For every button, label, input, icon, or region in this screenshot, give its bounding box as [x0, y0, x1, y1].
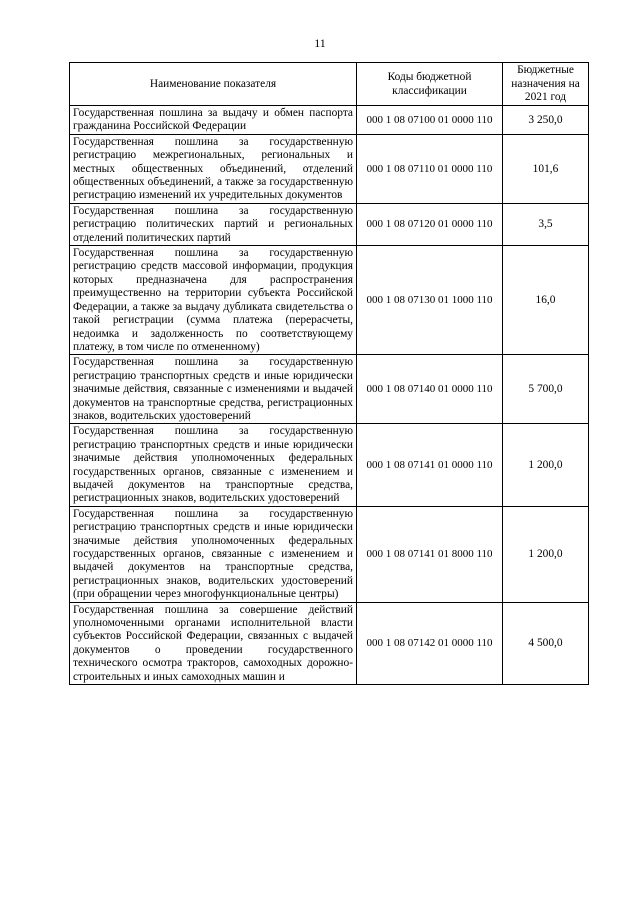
- row-amount: 3 250,0: [503, 106, 589, 135]
- table-row: [70, 355, 589, 424]
- row-name: Государственная пошлина за совершение действий уполномоченными органами исполнительной власти субъектов Российской Федерации, связанных с выдачей документов о проведении государственного технического осмотра тракторов, самоходных дорожно-строительных и иных самоходных машин и: [70, 602, 357, 684]
- row-code: 000 1 08 07141 01 8000 110: [357, 506, 503, 602]
- row-amount: 101,6: [503, 134, 589, 203]
- row-amount: 16,0: [503, 246, 589, 355]
- row-name: Государственная пошлина за государственную регистрацию средств массовой информации, продукция которых предназначена для распространения преимущественно на территории субъекта Российской Федерации, а также за выдачу дубликата свидетельства о такой регистрации (сумма платежа (перерасчеты, недоимка и задолженность по соответствующему платежу, в том числе по отмененному): [70, 246, 357, 355]
- row-amount: 1 200,0: [503, 506, 589, 602]
- row-name: Государственная пошлина за государственную регистрацию транспортных средств и иные юридически значимые действия уполномоченных федеральных государственных органов, связанные с изменением и выдачей документов на транспортные средства, регистрационных знаков, водительских удостоверений: [70, 424, 357, 506]
- row-code: 000 1 08 07141 01 0000 110: [357, 424, 503, 506]
- row-name: Государственная пошлина за государственную регистрацию транспортных средств и иные юридически значимые действия уполномоченных федеральных государственных органов, связанные с изменением и выдачей документов на транспортные средства, регистрационных знаков, водительских удостоверений (при обращении через многофункциональные центры): [70, 506, 357, 602]
- row-amount: 3,5: [503, 203, 589, 245]
- row-code: 000 1 08 07140 01 0000 110: [357, 355, 503, 424]
- table-row: [70, 602, 589, 684]
- row-code: 000 1 08 07120 01 0000 110: [357, 203, 503, 245]
- row-code: 000 1 08 07142 01 0000 110: [357, 602, 503, 684]
- row-name: Государственная пошлина за государственную регистрацию межрегиональных, региональных и местных общественных объединений, отделений общественных объединений, а также за государственную регистрацию изменений их учредительных документов: [70, 134, 357, 203]
- row-code: 000 1 08 07130 01 1000 110: [357, 246, 503, 355]
- budget-table: [69, 62, 589, 685]
- row-name: Государственная пошлина за государственную регистрацию политических партий и региональных отделений политических партий: [70, 203, 357, 245]
- header-name: Наименование показателя: [70, 63, 357, 106]
- row-name: Государственная пошлина за государственную регистрацию транспортных средств и иные юридически значимые действия, связанные с изменениями и выдачей документов на транспортные средства, регистрационных знаков, водительских удостоверений: [70, 355, 357, 424]
- row-amount: 1 200,0: [503, 424, 589, 506]
- row-amount: 4 500,0: [503, 602, 589, 684]
- page-number: 11: [314, 36, 326, 50]
- table-row: [70, 106, 589, 135]
- table-row: [70, 424, 589, 506]
- row-code: 000 1 08 07110 01 0000 110: [357, 134, 503, 203]
- table-row: [70, 203, 589, 245]
- table-row: [70, 246, 589, 355]
- table-row: [70, 506, 589, 602]
- row-name: Государственная пошлина за выдачу и обмен паспорта гражданина Российской Федерации: [70, 106, 357, 135]
- row-amount: 5 700,0: [503, 355, 589, 424]
- header-amount: Бюджетные назначения на 2021 год: [503, 63, 589, 106]
- table-row: [70, 134, 589, 203]
- header-code: Коды бюджетной классификации: [357, 63, 503, 106]
- row-code: 000 1 08 07100 01 0000 110: [357, 106, 503, 135]
- table-header-row: [70, 63, 589, 106]
